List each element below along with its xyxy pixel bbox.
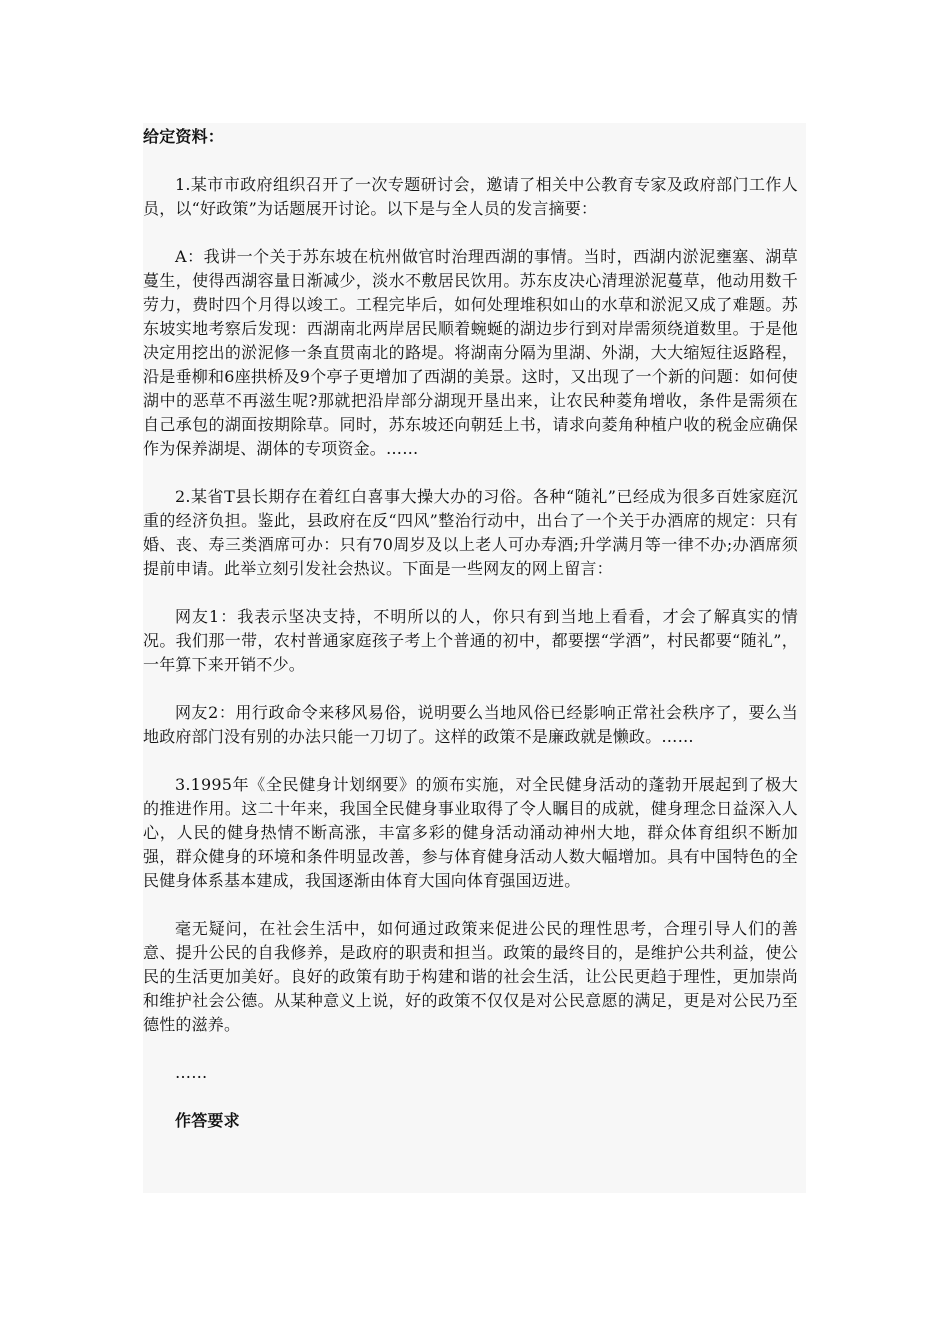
answer-requirements-heading: 作答要求 xyxy=(175,1111,240,1130)
paragraph-speaker-a: A：我讲一个关于苏东坡在杭州做官时治理西湖的事情。当时，西湖内淤泥壅塞、湖草蔓生，使得西湖容量日渐减少，淡水不敷居民饮用。苏东皮决心清理淤泥蔓草，他动用数千劳力，费时四个月得以竣工。工程完毕后，如何处理堆积如山的水草和淤泥又成了难题。苏东坡实地考察后发现：西湖南北两岸居民顺着蜿蜒的湖边步行到对岸需须绕道数里。于是他决定用挖出的淤泥修一条直贯南北的路堤。将湖南分隔为里湖、外湖，大大缩短往返路程，沿是垂柳和6座拱桥及9个亭子更增加了西湖的美景。这时，又出现了一个新的问题：如何使湖中的恶草不再滋生呢?那就把沿岸部分湖现开垦出来，让农民种菱角增收，条件是需须在自己承包的湖面按期除草。同时，苏东坡还向朝廷上书，请求向菱角种植户收的税金应确保作为保养湖堤、湖体的专项资金。…… xyxy=(143,247,798,458)
paragraph-conclusion: 毫无疑问，在社会生活中，如何通过政策来促进公民的理性思考，合理引导人们的善意、提升公民的自我修养，是政府的职责和担当。政策的最终目的，是维护公共利益，使公民的生活更加美好。良好的政策有助于构建和谐的社会生活，让公民更趋于理性，更加崇尚和维护社会公德。从某种意义上说，好的政策不仅仅是对公民意愿的满足，更是对公民乃至德性的滋养。 xyxy=(143,919,798,1034)
paragraph-1: 1.某市市政府组织召开了一次专题研讨会，邀请了相关中公教育专家及政府部门工作人员，以“好政策”为话题展开讨论。以下是与全人员的发言摘要： xyxy=(143,175,798,218)
paragraph-netizen-1: 网友1：我表示坚决支持，不明所以的人，你只有到当地上看看，才会了解真实的情况。我们那一带，农村普通家庭孩子考上个普通的初中，都要摆“学酒”，村民都要“随礼”，一年算下来开销不少。 xyxy=(143,607,798,674)
document-body xyxy=(143,125,798,1133)
materials-heading: 给定资料： xyxy=(143,127,225,146)
paragraph-2: 2.某省T县长期存在着红白喜事大操大办的习俗。各种“随礼”已经成为很多百姓家庭沉重的经济负担。鉴此，县政府在反“四风”整治行动中，出台了一个关于办酒席的规定：只有婚、丧、寿三类酒席可办：只有70周岁及以上老人可办寿酒;升学满月等一律不办;办酒席须提前申请。此举立刻引发社会热议。下面是一些网友的网上留言： xyxy=(143,487,798,578)
paragraph-3: 3.1995年《全民健身计划纲要》的颁布实施，对全民健身活动的蓬勃开展起到了极大的推进作用。这二十年来，我国全民健身事业取得了令人瞩目的成就，健身理念日益深入人心，人民的健身热情不断高涨，丰富多彩的健身活动涌动神州大地，群众体育组织不断加强，群众健身的环境和条件明显改善，参与体育健身活动人数大幅增加。具有中国特色的全民健身体系基本建成，我国逐渐由体育大国向体育强国迈进。 xyxy=(143,775,798,890)
ellipsis: …… xyxy=(175,1063,208,1082)
paragraph-netizen-2: 网友2：用行政命令来移风易俗，说明要么当地风俗已经影响正常社会秩序了，要么当地政府部门没有别的办法只能一刀切了。这样的政策不是廉政就是懒政。…… xyxy=(143,703,798,746)
